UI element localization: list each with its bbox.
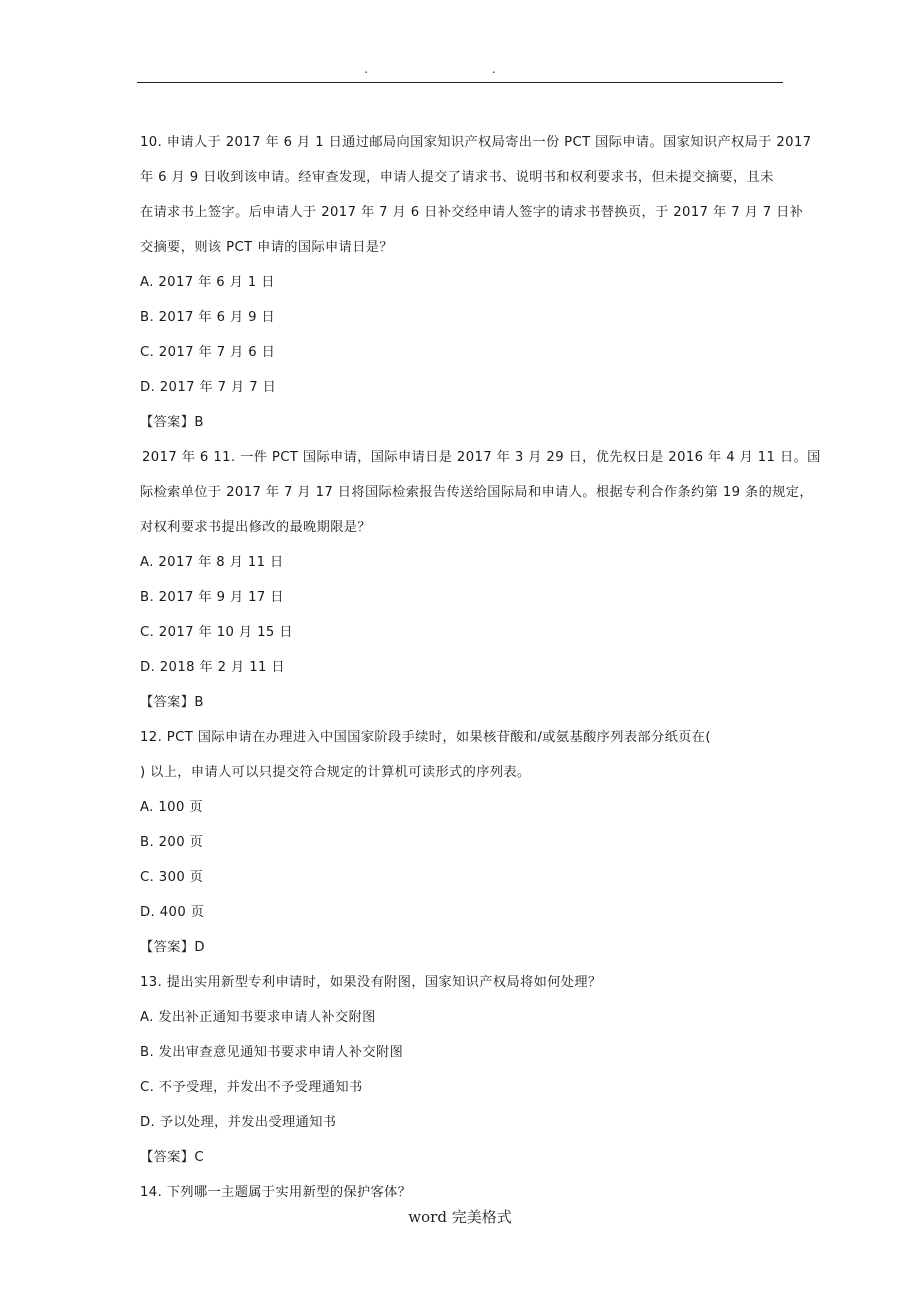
question-12-option-c: C. 300 页 — [140, 870, 204, 885]
question-10-option-b: B. 2017 年 6 月 9 日 — [140, 310, 276, 325]
question-12-line-1: 12. PCT 国际申请在办理进入中国国家阶段手续时，如果核苷酸和/或氨基酸序列表部分纸页在( — [140, 730, 711, 745]
question-12-option-d: D. 400 页 — [140, 905, 205, 920]
question-11-option-d: D. 2018 年 2 月 11 日 — [140, 660, 285, 675]
question-13-line-1: 13. 提出实用新型专利申请时，如果没有附图，国家知识产权局将如何处理？ — [140, 975, 602, 990]
question-11-line-1: 2017 年 6 11. 一件 PCT 国际申请，国际申请日是 2017 年 3 月 29 日，优先权日是 2016 年 4 月 11 日。国 — [142, 450, 821, 465]
question-13-option-c: C. 不予受理，并发出不予受理通知书 — [140, 1080, 363, 1095]
question-10-option-c: C. 2017 年 7 月 6 日 — [140, 345, 276, 360]
question-13-option-b: B. 发出审查意见通知书要求申请人补交附图 — [140, 1045, 404, 1060]
question-10-line-1: 10. 申请人于 2017 年 6 月 1 日通过邮局向国家知识产权局寄出一份 PCT 国际申请。国家知识产权局于 2017 — [140, 135, 812, 150]
question-14-line-1: 14. 下列哪一主题属于实用新型的保护客体？ — [140, 1185, 412, 1200]
question-12-option-b: B. 200 页 — [140, 835, 204, 850]
document-body — [140, 125, 821, 1210]
question-12-line-2: ) 以上，申请人可以只提交符合规定的计算机可读形式的序列表。 — [140, 765, 531, 780]
question-11-line-3: 对权利要求书提出修改的最晚期限是？ — [140, 520, 371, 535]
question-10-option-a: A. 2017 年 6 月 1 日 — [140, 275, 275, 290]
footer-text: word 完美格式 — [408, 1208, 512, 1226]
question-10-line-4: 交摘要，则该 PCT 申请的国际申请日是？ — [140, 240, 393, 255]
question-13-option-a: A. 发出补正通知书要求申请人补交附图 — [140, 1010, 376, 1025]
question-12-answer: 【答案】D — [140, 940, 205, 955]
question-13-option-d: D. 予以处理，并发出受理通知书 — [140, 1115, 337, 1130]
question-10-line-3: 在请求书上签字。后申请人于 2017 年 7 月 6 日补交经申请人签字的请求书替换页，于 2017 年 7 月 7 日补 — [140, 205, 804, 220]
question-11-line-2: 际检索单位于 2017 年 7 月 17 日将国际检索报告传送给国际局和申请人。根据专利合作条约第 19 条的规定， — [140, 485, 813, 500]
question-10-answer: 【答案】B — [140, 415, 204, 430]
question-11-option-c: C. 2017 年 10 月 15 日 — [140, 625, 293, 640]
question-13-answer: 【答案】C — [140, 1150, 204, 1165]
question-11-answer: 【答案】B — [140, 695, 204, 710]
question-11-option-a: A. 2017 年 8 月 11 日 — [140, 555, 284, 570]
question-10-line-2: 年 6 月 9 日收到该申请。经审查发现，申请人提交了请求书、说明书和权利要求书，但未提交摘要，且未 — [140, 170, 774, 185]
header-rule — [137, 82, 783, 83]
question-11-option-b: B. 2017 年 9 月 17 日 — [140, 590, 284, 605]
question-12-option-a: A. 100 页 — [140, 800, 203, 815]
question-10-option-d: D. 2017 年 7 月 7 日 — [140, 380, 277, 395]
header-dots: . . — [364, 62, 556, 76]
